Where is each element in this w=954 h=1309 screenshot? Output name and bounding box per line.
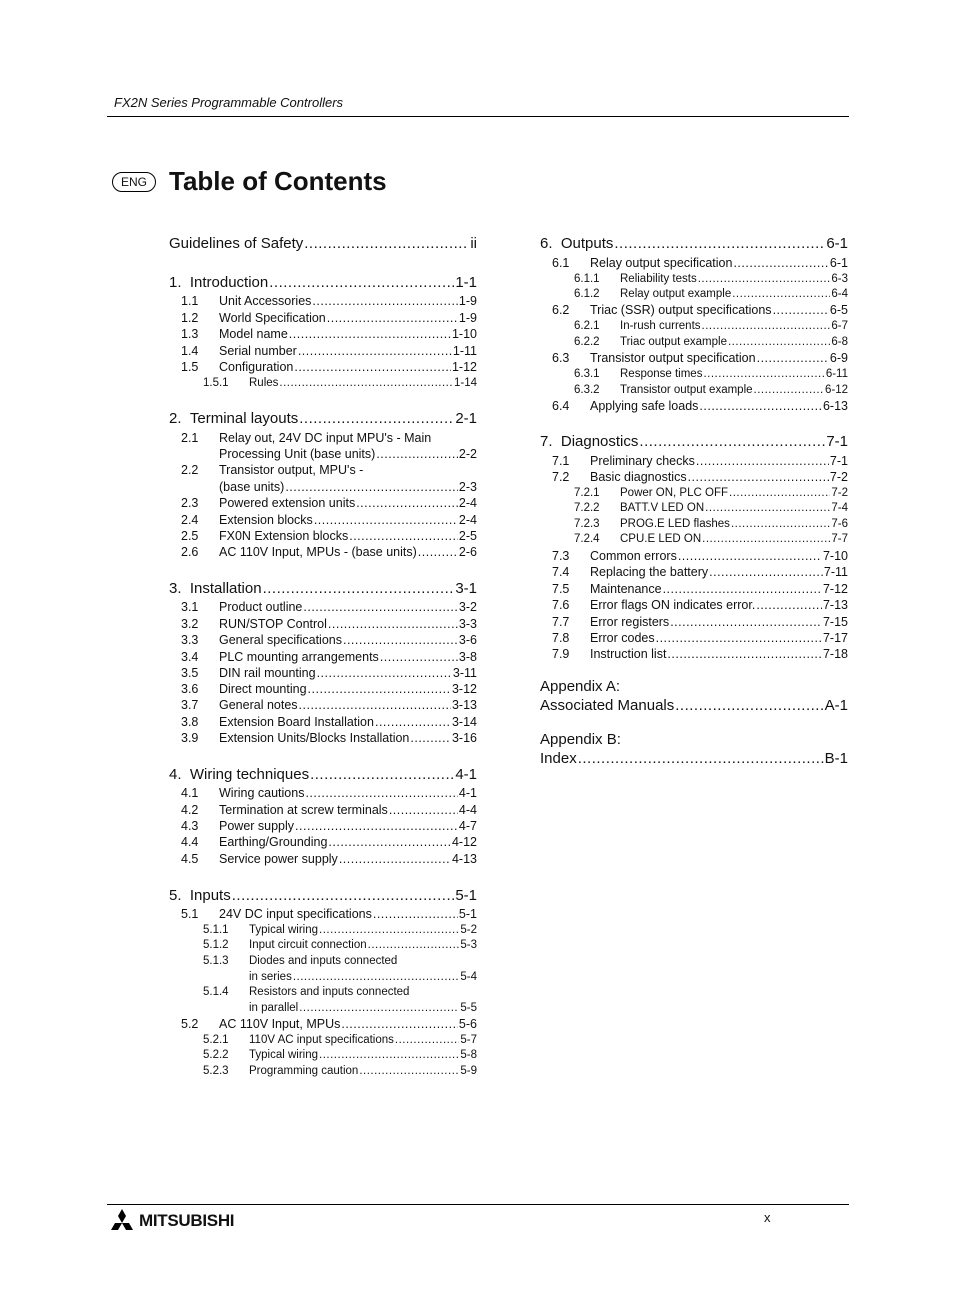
toc-subsection-6-2-1[interactable]: 6.2.1 In-rush currents ..... 6-7 xyxy=(574,320,848,332)
toc-section-1-1[interactable]: 1.1 Unit Accessories ..... 1-9 xyxy=(181,294,477,308)
toc-section-6-4[interactable]: 6.4 Applying safe loads ..... 6-13 xyxy=(552,399,848,413)
toc-appendix-b-heading: Appendix B: xyxy=(540,731,621,748)
toc-appendix-a-heading: Appendix A: xyxy=(540,678,621,695)
toc-section-5-1[interactable]: 5.1 24V DC input specifications ..... 5-1 xyxy=(181,907,477,921)
toc-section-7-3[interactable]: 7.3 Common errors ..... 7-10 xyxy=(552,549,848,563)
toc-entry-safety[interactable]: Guidelines of Safety ..... ii xyxy=(169,235,477,252)
running-header: FX2N Series Programmable Controllers xyxy=(114,95,344,110)
toc-section-7-6[interactable]: 7.6 Error flags ON indicates error. ..... 7-13 xyxy=(552,598,848,612)
toc-section-4-3[interactable]: 4.3 Power supply ..... 4-7 xyxy=(181,819,477,833)
toc-section-1-4[interactable]: 1.4 Serial number ..... 1-11 xyxy=(181,344,477,358)
toc-section-6-3[interactable]: 6.3 Transistor output specification ..... 6-9 xyxy=(552,351,848,365)
three-diamonds-icon xyxy=(108,1209,136,1233)
toc-section-6-2[interactable]: 6.2 Triac (SSR) output specifications ..... 6-5 xyxy=(552,303,848,317)
toc-subsection-6-2-2[interactable]: 6.2.2 Triac output example ..... 6-8 xyxy=(574,336,848,348)
toc-section-2-3[interactable]: 2.3 Powered extension units ..... 2-4 xyxy=(181,496,477,510)
toc-section-7-7[interactable]: 7.7 Error registers ..... 7-15 xyxy=(552,615,848,629)
toc-subsection-5-2-3[interactable]: 5.2.3 Programming caution ..... 5-9 xyxy=(203,1065,477,1077)
toc-section-7-1[interactable]: 7.1 Preliminary checks ..... 7-1 xyxy=(552,454,848,468)
page-number: x xyxy=(764,1210,771,1225)
toc-section-1-3[interactable]: 1.3 Model name ..... 1-10 xyxy=(181,327,477,341)
toc-section-4-5[interactable]: 4.5 Service power supply ..... 4-13 xyxy=(181,852,477,866)
toc-section-2-4[interactable]: 2.4 Extension blocks ..... 2-4 xyxy=(181,513,477,527)
toc-subsection-5-1-4[interactable]: in parallel ..... 5-5 xyxy=(249,1002,477,1014)
toc-section-3-3[interactable]: 3.3 General specifications ..... 3-6 xyxy=(181,633,477,647)
toc-section-2-1-line1: 2.1 Relay out, 24V DC input MPU's - Main xyxy=(181,431,432,445)
toc-chapter-1[interactable]: 1. Introduction ..... 1-1 xyxy=(169,274,477,291)
brand-name: MITSUBISHI xyxy=(139,1211,235,1230)
toc-subsection-5-2-1[interactable]: 5.2.1 110V AC input specifications ..... 5-7 xyxy=(203,1034,477,1046)
header-rule xyxy=(107,116,849,117)
toc-section-2-1[interactable]: Processing Unit (base units) ..... 2-2 xyxy=(219,447,477,461)
toc-section-3-5[interactable]: 3.5 DIN rail mounting ..... 3-11 xyxy=(181,666,477,680)
toc-chapter-5[interactable]: 5. Inputs ..... 5-1 xyxy=(169,887,477,904)
language-badge: ENG xyxy=(112,172,156,192)
toc-subsection-1-5-1[interactable]: 1.5.1 Rules ..... 1-14 xyxy=(203,377,477,389)
toc-section-3-9[interactable]: 3.9 Extension Units/Blocks Installation ..... 3-16 xyxy=(181,731,477,745)
toc-subsection-6-3-2[interactable]: 6.3.2 Transistor output example ..... 6-12 xyxy=(574,384,848,396)
toc-section-7-4[interactable]: 7.4 Replacing the battery ..... 7-11 xyxy=(552,565,848,579)
toc-section-7-9[interactable]: 7.9 Instruction list ..... 7-18 xyxy=(552,647,848,661)
toc-section-2-2-line1: 2.2 Transistor output, MPU's - xyxy=(181,463,364,477)
toc-section-5-2[interactable]: 5.2 AC 110V Input, MPUs ..... 5-6 xyxy=(181,1017,477,1031)
toc-section-3-6[interactable]: 3.6 Direct mounting ..... 3-12 xyxy=(181,682,477,696)
toc-section-3-7[interactable]: 3.7 General notes ..... 3-13 xyxy=(181,698,477,712)
toc-chapter-7[interactable]: 7. Diagnostics ..... 7-1 xyxy=(540,433,848,450)
toc-subsection-5-1-4-line1: 5.1.4 Resistors and inputs connected xyxy=(203,986,410,998)
toc-chapter-3[interactable]: 3. Installation ..... 3-1 xyxy=(169,580,477,597)
toc-subsection-6-1-1[interactable]: 6.1.1 Reliability tests ..... 6-3 xyxy=(574,273,848,285)
toc-subsection-7-2-1[interactable]: 7.2.1 Power ON, PLC OFF ..... 7-2 xyxy=(574,487,848,499)
toc-subsection-6-3-1[interactable]: 6.3.1 Response times ..... 6-11 xyxy=(574,368,848,380)
toc-section-7-5[interactable]: 7.5 Maintenance ..... 7-12 xyxy=(552,582,848,596)
toc-chapter-4[interactable]: 4. Wiring techniques ..... 4-1 xyxy=(169,766,477,783)
toc-subsection-6-1-2[interactable]: 6.1.2 Relay output example ..... 6-4 xyxy=(574,288,848,300)
toc-section-4-2[interactable]: 4.2 Termination at screw terminals ..... 4-4 xyxy=(181,803,477,817)
footer-rule xyxy=(107,1204,849,1205)
toc-subsection-5-1-3-line1: 5.1.3 Diodes and inputs connected xyxy=(203,955,398,967)
toc-section-7-8[interactable]: 7.8 Error codes ..... 7-17 xyxy=(552,631,848,645)
toc-section-6-1[interactable]: 6.1 Relay output specification ..... 6-1 xyxy=(552,256,848,270)
toc-appendix-a[interactable]: Associated Manuals ..... A-1 xyxy=(540,697,848,714)
toc-section-3-8[interactable]: 3.8 Extension Board Installation ..... 3-14 xyxy=(181,715,477,729)
toc-section-3-4[interactable]: 3.4 PLC mounting arrangements ..... 3-8 xyxy=(181,650,477,664)
toc-appendix-b[interactable]: Index ..... B-1 xyxy=(540,750,848,767)
toc-subsection-5-1-1[interactable]: 5.1.1 Typical wiring ..... 5-2 xyxy=(203,924,477,936)
toc-subsection-7-2-3[interactable]: 7.2.3 PROG.E LED flashes ..... 7-6 xyxy=(574,518,848,530)
toc-subsection-5-2-2[interactable]: 5.2.2 Typical wiring ..... 5-8 xyxy=(203,1049,477,1061)
toc-subsection-7-2-4[interactable]: 7.2.4 CPU.E LED ON ..... 7-7 xyxy=(574,533,848,545)
toc-chapter-2[interactable]: 2. Terminal layouts ..... 2-1 xyxy=(169,410,477,427)
toc-section-1-2[interactable]: 1.2 World Specification ..... 1-9 xyxy=(181,311,477,325)
mitsubishi-logo xyxy=(108,1209,234,1233)
toc-section-2-5[interactable]: 2.5 FX0N Extension blocks ..... 2-5 xyxy=(181,529,477,543)
toc-subsection-5-1-3[interactable]: in series ..... 5-4 xyxy=(249,971,477,983)
toc-section-2-2[interactable]: (base units) ..... 2-3 xyxy=(219,480,477,494)
toc-subsection-5-1-2[interactable]: 5.1.2 Input circuit connection ..... 5-3 xyxy=(203,939,477,951)
toc-section-4-1[interactable]: 4.1 Wiring cautions ..... 4-1 xyxy=(181,786,477,800)
toc-section-2-6[interactable]: 2.6 AC 110V Input, MPUs - (base units) ..... 2-6 xyxy=(181,545,477,559)
toc-section-3-1[interactable]: 3.1 Product outline ..... 3-2 xyxy=(181,600,477,614)
toc-section-3-2[interactable]: 3.2 RUN/STOP Control ..... 3-3 xyxy=(181,617,477,631)
toc-chapter-6[interactable]: 6. Outputs ..... 6-1 xyxy=(540,235,848,252)
toc-section-1-5[interactable]: 1.5 Configuration ..... 1-12 xyxy=(181,360,477,374)
toc-section-4-4[interactable]: 4.4 Earthing/Grounding ..... 4-12 xyxy=(181,835,477,849)
page-title: Table of Contents xyxy=(169,166,387,196)
toc-section-7-2[interactable]: 7.2 Basic diagnostics ..... 7-2 xyxy=(552,470,848,484)
toc-subsection-7-2-2[interactable]: 7.2.2 BATT.V LED ON ..... 7-4 xyxy=(574,502,848,514)
